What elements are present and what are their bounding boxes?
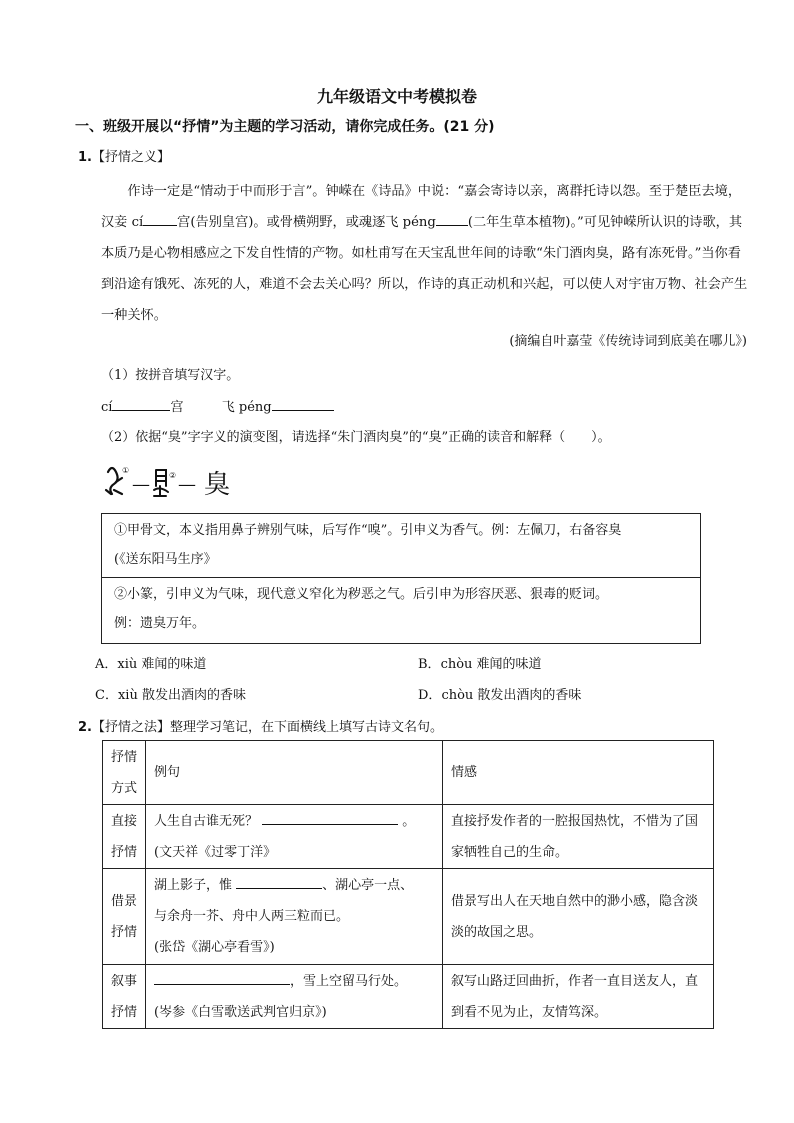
table-row — [103, 805, 714, 869]
option-b-text: chòu 难闻的味道 — [440, 657, 542, 672]
option-a-key: A． — [95, 657, 118, 672]
answer-pinyin-ci: cí — [101, 400, 113, 415]
header-example: 例句 — [146, 741, 443, 805]
page-title: 九年级语文中考模拟卷 — [316, 87, 477, 106]
row-2-example-text-a: 湖上影子，惟 — [154, 878, 233, 893]
row-2-emotion: 借景写出人在天地自然中的渺小感，隐含淡淡的故国之思。 — [443, 869, 714, 965]
header-method: 抒情方式 — [103, 741, 146, 805]
option-c-key: C． — [95, 688, 118, 703]
definition-1-example: (《送东阳马生序》 — [114, 552, 217, 567]
passage-part-a: 作诗一定是“情动于中而形于言”。钟嵘在《诗品》中说：“嘉会寄诗以亲，离群托诗以怨。至于楚臣去境，汉妾 cí — [101, 184, 742, 230]
definition-2-text: ②小篆，引申义为气味，现代意义窄化为秽恶之气。后引申为形容厌恶、狠毒的贬词。 — [114, 587, 609, 602]
row-2-blank[interactable] — [236, 874, 322, 889]
passage-part-b: 宫(告别皇宫)。或骨横朔野，或魂逐飞 péng — [177, 215, 436, 230]
option-d[interactable] — [418, 684, 581, 703]
definition-box — [101, 513, 701, 644]
seal-script-glyph — [154, 470, 168, 496]
subquestion-2: （2）依据“臭”字字义的演变图，请选择“朱门酒肉臭”的“臭”正确的读音和解释（ ）。 — [101, 430, 611, 445]
row-3-source: (岑参《白雪歌送武判官归京》) — [154, 1004, 327, 1020]
row-1-example-text: 人生自古谁无死？ — [154, 813, 259, 829]
row-1-blank[interactable] — [262, 810, 398, 825]
table-row — [103, 965, 714, 1029]
definition-row-2 — [102, 580, 700, 638]
row-3-blank[interactable] — [154, 970, 290, 985]
question-2-prompt: 整理学习笔记，在下面横线上填写古诗文名句。 — [170, 720, 444, 735]
notes-table — [102, 740, 714, 1029]
row-2-example-text-b: 、湖心亭一点、 — [322, 878, 414, 893]
subquestion-1-answer-line — [101, 396, 334, 415]
passage-part-c: (二年生草本植物)。”可见钟嵘所认识的诗歌，其本质乃是心物相感应之下发自性情的产物。如杜甫写在天宝乱世年间的诗歌“朱门酒肉臭，路有冻死骨。”当你看到沿途有饿死、冻死的人，难道不会去关心吗？所以，作诗的真正动机和兴起，可以使人对宇宙万物、社会产生一种关怀。 — [101, 215, 748, 323]
evolution-mark-1: ① — [122, 466, 130, 475]
option-c[interactable] — [95, 684, 246, 703]
modern-glyph: 臭 — [204, 470, 231, 500]
definition-row-1 — [102, 516, 700, 578]
option-a[interactable] — [95, 653, 206, 672]
subquestion-1: （1）按拼音填写汉字。 — [101, 368, 240, 383]
option-b-key: B． — [418, 657, 441, 672]
header-emotion: 情感 — [443, 741, 714, 805]
answer-suffix-gong: 宫 — [170, 400, 184, 415]
passage-blank-peng[interactable] — [436, 211, 468, 226]
option-d-key: D． — [418, 688, 442, 703]
definition-1-text: ①甲骨文，本义指用鼻子辨别气味，后写作“嗅”。引申义为香气。例：左佩刀，右备容臭 — [114, 523, 622, 538]
row-3-method: 叙事抒情 — [103, 965, 146, 1029]
answer-blank-ci[interactable] — [112, 396, 170, 411]
section-heading: 一、班级开展以“抒情”为主题的学习活动，请你完成任务。(21 分) — [75, 119, 495, 135]
question-1-heading — [78, 146, 170, 165]
evolution-dash-1: — — [132, 474, 150, 495]
row-2-example-text-c: 与余舟一芥、舟中人两三粒而已。 — [154, 909, 350, 924]
question-1-number: 1. — [78, 150, 92, 165]
question-2-heading — [78, 716, 443, 735]
table-header-row — [103, 741, 714, 805]
evolution-mark-2: ② — [169, 471, 177, 480]
answer-blank-peng[interactable] — [272, 396, 334, 411]
option-d-text: chòu 散发出酒肉的香味 — [441, 688, 582, 703]
row-1-emotion: 直接抒发作者的一腔报国热忱，不惜为了国家牺牲自己的生命。 — [443, 805, 714, 869]
row-2-source: (张岱《湖心亭看雪》) — [154, 940, 275, 955]
row-1-example-end: 。 — [402, 813, 416, 829]
character-evolution-figure — [102, 460, 242, 504]
row-1-method: 直接抒情 — [103, 805, 146, 869]
oracle-bone-glyph — [106, 468, 122, 494]
question-1-label: 【抒情之义】 — [91, 150, 170, 165]
row-1-example — [146, 805, 443, 869]
row-3-example — [146, 965, 443, 1029]
evolution-dash-2: — — [178, 474, 196, 495]
row-3-emotion: 叙写山路迂回曲折，作者一直目送友人，直到看不见为止，友情笃深。 — [443, 965, 714, 1029]
passage-source: (摘编自叶嘉莹《传统诗词到底美在哪儿》) — [509, 334, 747, 349]
row-3-example-text: ，雪上空留马行处。 — [290, 973, 408, 989]
option-a-text: xiù 难闻的味道 — [117, 657, 207, 672]
row-1-source: (文天祥《过零丁洋》 — [154, 844, 277, 860]
row-2-method: 借景抒情 — [103, 869, 146, 965]
table-row — [103, 869, 714, 965]
option-b[interactable] — [418, 653, 542, 672]
passage — [101, 176, 751, 331]
question-2-label: 【抒情之法】 — [91, 720, 170, 735]
answer-pinyin-peng: 飞 péng — [221, 400, 272, 415]
row-2-example — [146, 869, 443, 965]
option-c-text: xiù 散发出酒肉的香味 — [117, 688, 246, 703]
definition-2-example: 例：遗臭万年。 — [114, 616, 206, 631]
question-2-number: 2. — [78, 720, 92, 735]
passage-blank-ci[interactable] — [143, 211, 177, 226]
